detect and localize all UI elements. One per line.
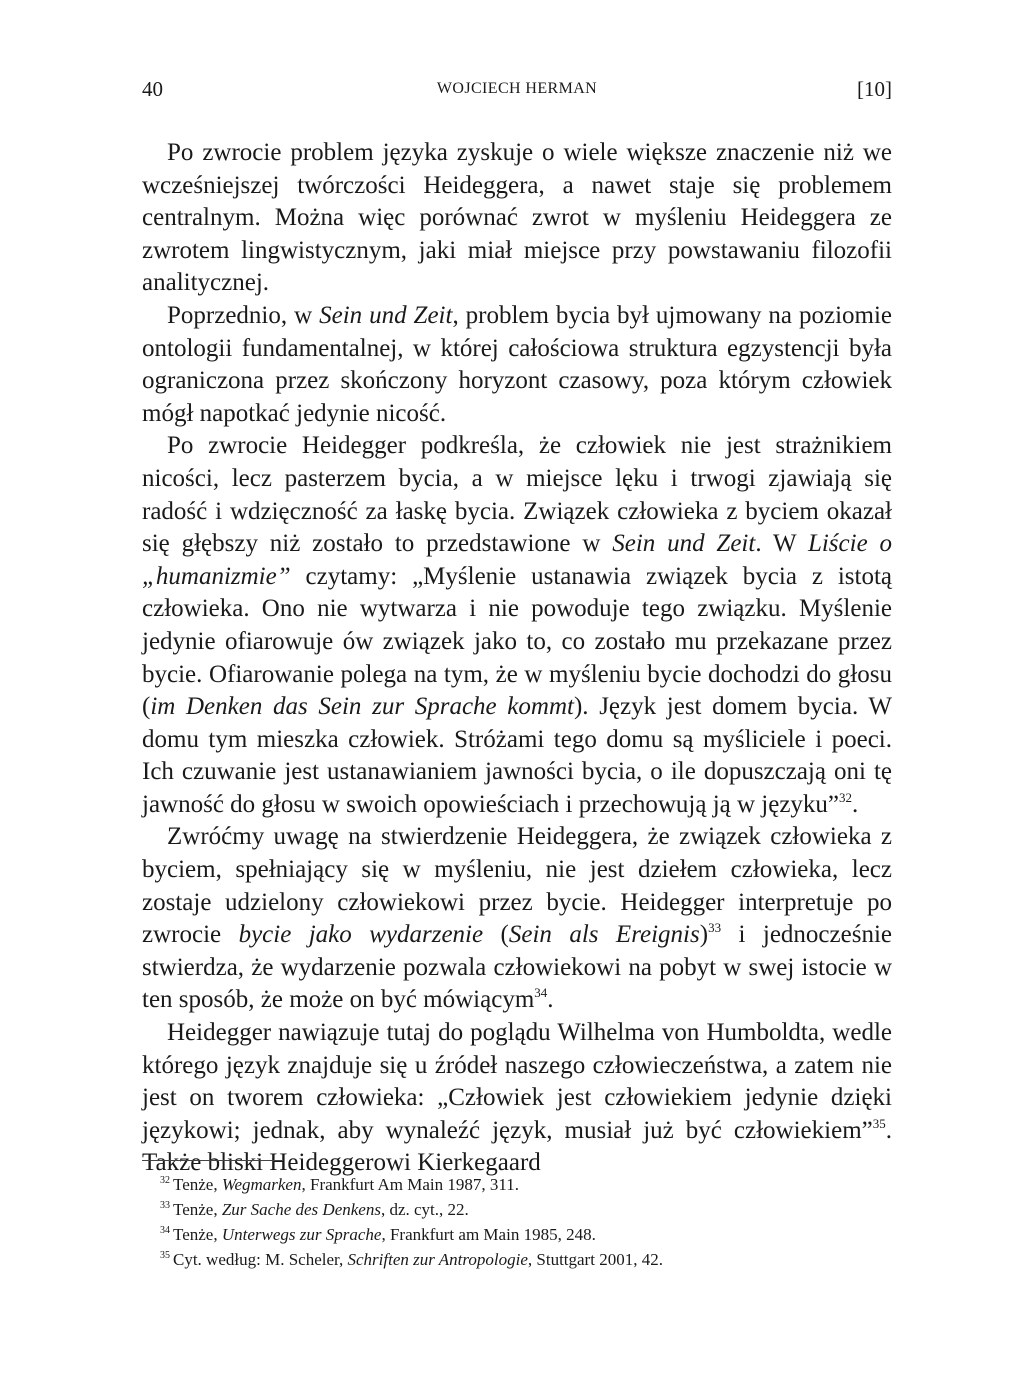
footnote [160, 1197, 892, 1222]
paragraph-4 [142, 821, 892, 1017]
italic-phrase: Sein als Ereignis [508, 921, 700, 949]
footnote-title: Zur Sache des Denkens [221, 1200, 381, 1219]
footnote-title: Unterwegs zur Sprache [221, 1225, 382, 1244]
footnote-text: Tenże, [173, 1200, 222, 1219]
book-page [142, 0, 892, 1386]
footnote-number: 34 [160, 1225, 170, 1236]
paragraph-text: ). Język jest domem bycia. W domu tym mieszka człowiek. Stróżami tego domu są myśliciele i poeci. Ich czuwanie jest ustanawianiem jawności bycia, o ile dopuszczają oni tę jawność do głosu w swoich opowieściach i przechowują ją w języku” [142, 693, 892, 818]
footnote-number: 33 [160, 1200, 170, 1211]
paragraph-text: Poprzednio, w [167, 301, 320, 329]
italic-title: Sein und Zeit [319, 301, 453, 329]
main-text [142, 137, 892, 1180]
paragraph-text: Po zwrocie problem języka zyskuje o wiele większe znaczenie niż we wcześniejszej twórczości Heideggera, a nawet staje się problemem centralnym. Można więc porównać zwrot w myśleniu Heideggera ze zwrotem lingwistycznym, jaki miał miejsce przy powstawaniu filozofii analitycznej. [142, 139, 892, 297]
running-header [142, 74, 892, 104]
italic-title: Liście o „humanizmie” [142, 530, 893, 590]
footnote-text: , Frankfurt Am Main 1987, 311. [301, 1175, 520, 1194]
footnote-text: Cyt. według: M. Scheler, [173, 1250, 348, 1269]
footnote-text: , dz. cyt., 22. [380, 1200, 469, 1219]
italic-phrase: im Denken das Sein zur Sprache kommt [150, 693, 574, 721]
footnote-text: Tenże, [173, 1225, 222, 1244]
footnote-marker[interactable]: 35 [872, 1115, 886, 1131]
paragraph-text: . Także bliski Heideggerowi Kierkegaard [142, 1116, 892, 1177]
paragraph-5 [142, 1017, 892, 1180]
footnote-marker[interactable]: 33 [708, 920, 722, 936]
paragraph-text: . W [755, 530, 808, 558]
footnote-marker[interactable]: 32 [839, 789, 853, 805]
paragraph-text: i jednocześnie stwierdza, że wydarzenie pozwala człowiekowi na pobyt w swej istocie w ten sposób, że może on być mówiącym [142, 921, 892, 1014]
footnotes [160, 1172, 892, 1272]
italic-title: Sein und Zeit [612, 530, 756, 558]
footnote-text: , Frankfurt am Main 1985, 248. [381, 1225, 596, 1244]
paragraph-3 [142, 430, 892, 821]
italic-phrase: bycie jako wydarzenie [238, 921, 484, 949]
paragraph-text: Heidegger nawiązuje tutaj do poglądu Wilhelma von Humboldta, wedle którego język znajduje się u źródeł naszego człowieczeństwa, a zatem nie jest on tworem człowieka: „Człowiek jest człowiekiem jedynie dzięki językowi; jednak, aby wynaleźć język, musiał już być człowiekiem” [142, 1019, 892, 1144]
paragraph-2 [142, 300, 892, 430]
paragraph-text: Po zwrocie Heidegger podkreśla, że człowiek nie jest strażnikiem nicości, lecz pasterzem bycia, a w miejsce lęku i trwogi zjawiają się radość i wdzięczność za łaskę bycia. Związek człowieka z byciem okazał się głębszy niż zostało to przedstawione w [142, 432, 892, 558]
page-number: 40 [142, 77, 163, 101]
paragraph-text: , problem bycia był ujmowany na poziomie ontologii fundamentalnej, w której całościowa struktura egzystencji była ograniczona przez skończony horyzont czasowy, poza którym człowiek mógł napotkać jedynie nicość. [142, 301, 893, 427]
paragraph-text: . [547, 986, 554, 1014]
footnote-number: 32 [160, 1175, 170, 1186]
footnote [160, 1222, 892, 1247]
paragraph-1 [142, 137, 892, 300]
paragraph-text: ( [483, 921, 509, 949]
footnote-marker[interactable]: 34 [534, 985, 548, 1001]
paragraph-text: . [852, 790, 859, 818]
running-head-author: WOJCIECH HERMAN [436, 80, 598, 97]
footnote [160, 1247, 892, 1272]
section-reference: [10] [857, 77, 892, 101]
footnote [160, 1172, 892, 1197]
paragraph-text: Zwróćmy uwagę na stwierdzenie Heideggera, że związek człowieka z byciem, spełniający się w myśleniu, nie jest dziełem człowieka, lecz zostaje udzielony człowiekowi przez bycie. Heidegger interpretuje po zwrocie [142, 823, 892, 949]
paragraph-text: czytamy: „Myślenie ustanawia związek bycia z istotą człowieka. Ono nie wytwarza i nie powoduje tego związku. Myślenie jedynie ofiarowuje ów związek jako to, co zostało mu przekazane przez bycie. Ofiarowanie polega na tym, że w myśleniu bycie dochodzi do głosu ( [142, 562, 892, 721]
paragraph-text: ) [699, 921, 709, 949]
footnote-title: Schriften zur Antropologie [347, 1250, 528, 1269]
footnote-text: Tenże, [173, 1175, 222, 1194]
footnote-number: 35 [160, 1250, 170, 1261]
footnote-text: , Stuttgart 2001, 42. [527, 1250, 663, 1269]
footnote-title: Wegmarken [221, 1175, 302, 1194]
footnote-separator [142, 1160, 282, 1161]
